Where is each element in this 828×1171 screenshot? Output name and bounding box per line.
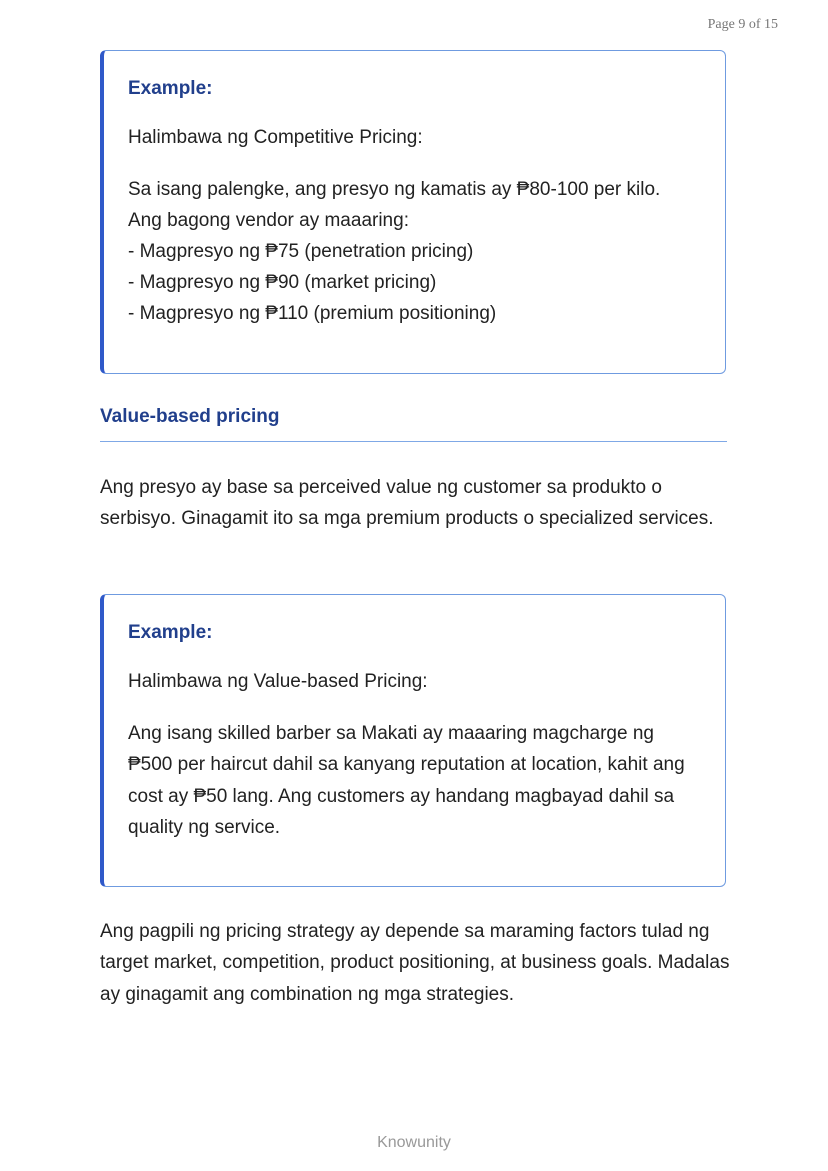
example-line: - Magpresyo ng ₱110 (premium positioning) bbox=[128, 303, 497, 324]
example-paragraph: Ang isang skilled barber sa Makati ay maaaring magcharge ng ₱500 per haircut dahil sa kanyang reputation at location, kahit ang cost ay ₱50 lang. Ang customers ay handang magbayad dahil sa quality ng service. bbox=[128, 723, 685, 838]
example-label: Example: bbox=[128, 622, 213, 643]
page-number: Page 9 of 15 bbox=[707, 17, 778, 32]
example-line: - Magpresyo ng ₱90 (market pricing) bbox=[128, 272, 437, 293]
footer-brand: Knowunity bbox=[377, 1134, 451, 1151]
example-label: Example: bbox=[128, 78, 213, 99]
example-subtitle: Halimbawa ng Value-based Pricing: bbox=[128, 671, 428, 692]
section-body-paragraph: Ang presyo ay base sa perceived value ng customer sa produkto o serbisyo. Ginagamit ito sa mga premium products o specialized services. bbox=[100, 477, 714, 530]
example-line: - Magpresyo ng ₱75 (penetration pricing) bbox=[128, 241, 474, 262]
closing-paragraph: Ang pagpili ng pricing strategy ay depende sa maraming factors tulad ng target market, competition, product positioning, at business goals. Madalas ay ginagamit ang combination ng mga strategies. bbox=[100, 921, 730, 1005]
example-box-value-based-pricing bbox=[100, 594, 726, 887]
example-line: Sa isang palengke, ang presyo ng kamatis ay ₱80-100 per kilo. bbox=[128, 179, 661, 200]
section-heading-value-based-pricing: Value-based pricing bbox=[100, 404, 727, 442]
example-box-competitive-pricing bbox=[100, 50, 726, 374]
example-subtitle: Halimbawa ng Competitive Pricing: bbox=[128, 127, 423, 148]
example-line: Ang bagong vendor ay maaaring: bbox=[128, 210, 409, 231]
